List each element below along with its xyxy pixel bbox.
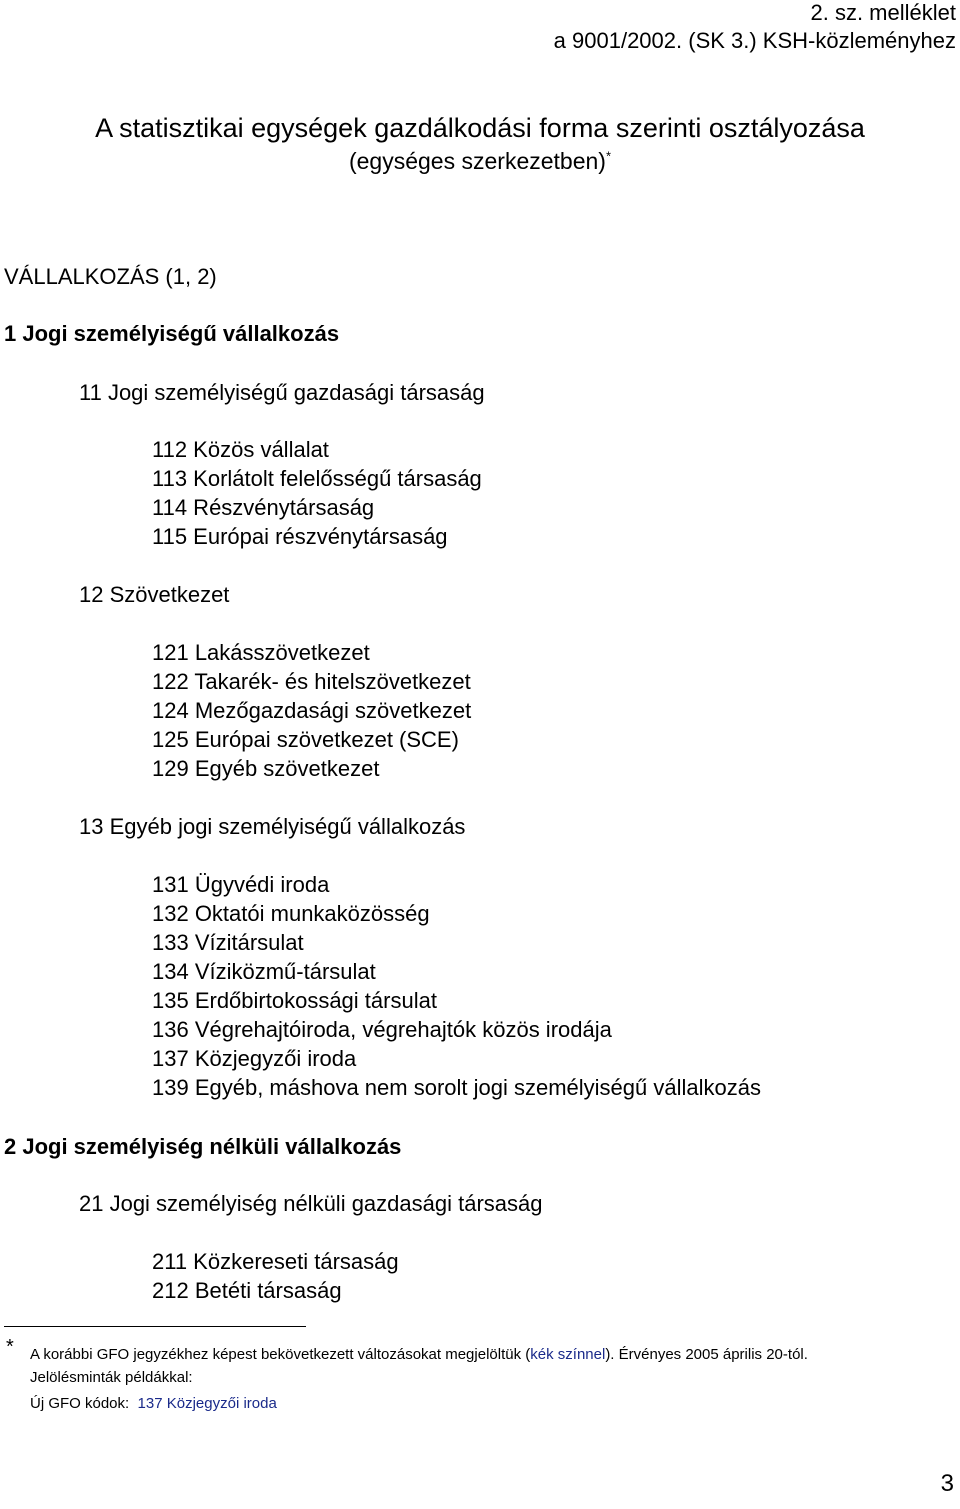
- subtitle-footnote-mark: *: [605, 148, 612, 164]
- list-item: 124 Mezőgazdasági szövetkezet: [152, 698, 472, 723]
- group-1-heading: 1 Jogi személyiségű vállalkozás: [4, 321, 340, 346]
- list-item: 134 Víziközmű-társulat: [152, 959, 376, 984]
- annex-label: 2. sz. melléklet: [810, 0, 956, 25]
- annex-reference: a 9001/2002. (SK 3.) KSH-közleményhez: [553, 28, 956, 53]
- subtitle-text: (egységes szerkezetben): [348, 148, 606, 174]
- list-item: 125 Európai szövetkezet (SCE): [152, 727, 459, 752]
- list-item: 136 Végrehajtóiroda, végrehajtók közös irodája: [152, 1017, 612, 1042]
- footnote-text-part: ). Érvényes 2005 április 20-tól.: [605, 1346, 808, 1363]
- list-item: 212 Betéti társaság: [152, 1278, 342, 1303]
- page-subtitle: [0, 148, 960, 175]
- footnote-examples-label: Jelölésminták példákkal:: [30, 1369, 193, 1386]
- section-heading: VÁLLALKOZÁS (1, 2): [4, 264, 217, 289]
- list-item: 133 Vízitársulat: [152, 930, 304, 955]
- list-item: 112 Közös vállalat: [152, 437, 329, 462]
- list-item: 114 Részvénytársaság: [152, 495, 375, 520]
- list-item: 137 Közjegyzői iroda: [152, 1046, 357, 1071]
- list-item: 132 Oktatói munkaközösség: [152, 901, 430, 926]
- page-title: A statisztikai egységek gazdálkodási forma szerinti osztályozása: [95, 113, 865, 143]
- example-blue-code: 137 Közjegyzői iroda: [137, 1395, 277, 1412]
- example-label: Új GFO kódok:: [30, 1395, 130, 1412]
- footnote-mark: *: [6, 1336, 14, 1358]
- footnote-blue-marker: kék színnel: [530, 1346, 606, 1363]
- page-number: 3: [940, 1470, 954, 1497]
- list-item: 121 Lakásszövetkezet: [152, 640, 370, 665]
- footnote-divider: [4, 1326, 306, 1327]
- footnote-example-row: [30, 1395, 277, 1412]
- list-item: 135 Erdőbirtokossági társulat: [152, 988, 437, 1013]
- group-13-heading: 13 Egyéb jogi személyiségű vállalkozás: [79, 814, 466, 839]
- list-item: 211 Közkereseti társaság: [152, 1249, 399, 1274]
- footnote-text: [30, 1346, 808, 1363]
- list-item: 122 Takarék- és hitelszövetkezet: [152, 669, 471, 694]
- group-2-heading: 2 Jogi személyiség nélküli vállalkozás: [4, 1134, 402, 1159]
- footnote-text-part: A korábbi GFO jegyzékhez képest bekövetkezett változásokat megjelöltük (: [30, 1346, 531, 1363]
- list-item: 113 Korlátolt felelősségű társaság: [152, 466, 482, 491]
- group-11-heading: 11 Jogi személyiségű gazdasági társaság: [79, 380, 485, 405]
- list-item: 115 Európai részvénytársaság: [152, 524, 448, 549]
- group-12-heading: 12 Szövetkezet: [79, 582, 230, 607]
- list-item: 139 Egyéb, máshova nem sorolt jogi személyiségű vállalkozás: [152, 1075, 761, 1100]
- group-21-heading: 21 Jogi személyiség nélküli gazdasági társaság: [79, 1191, 543, 1216]
- list-item: 131 Ügyvédi iroda: [152, 872, 330, 897]
- list-item: 129 Egyéb szövetkezet: [152, 756, 380, 781]
